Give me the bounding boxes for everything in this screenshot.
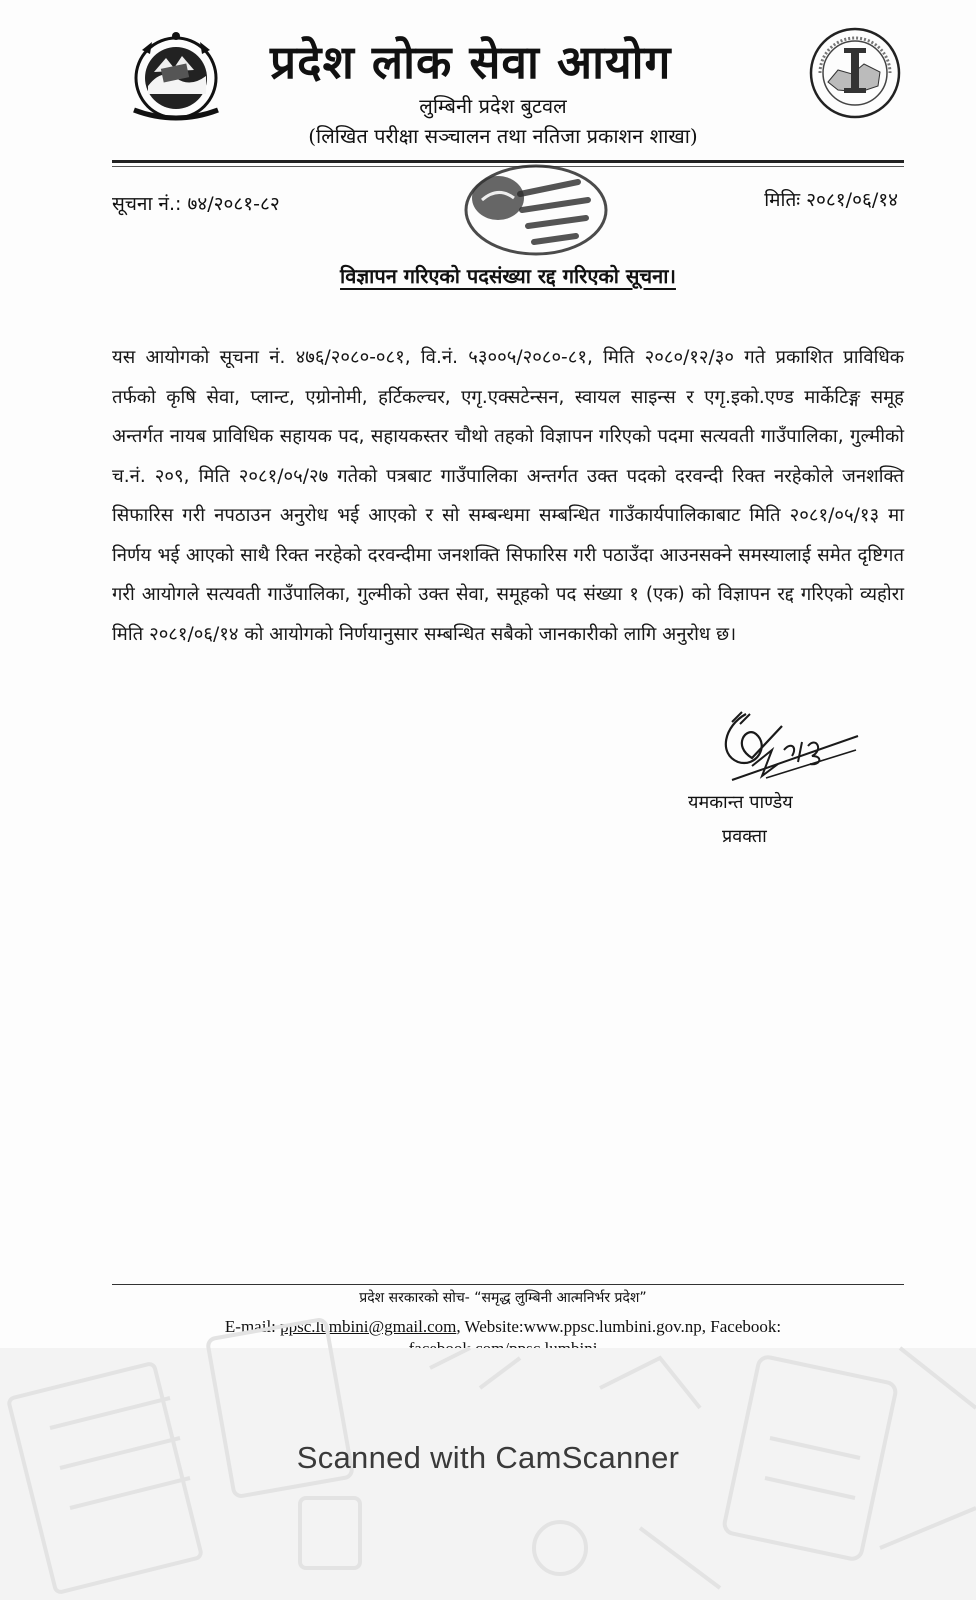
org-title: प्रदेश लोक सेवा आयोग: [270, 35, 672, 89]
commission-seal-icon: [808, 26, 902, 120]
email-label: E-mail:: [224, 1317, 281, 1336]
notice-date: मितिः २०८१/०६/१४: [764, 189, 898, 211]
footer-contact: [0, 1316, 976, 1346]
office-stamp-icon: [458, 160, 618, 260]
org-subtitle: लुम्बिनी प्रदेश बुटवल: [419, 94, 567, 118]
footer-motto: प्रदेश सरकारको सोच- “समृद्ध लुम्बिनी आत्मनिर्भर प्रदेश”: [359, 1290, 647, 1306]
signature-icon: [712, 706, 862, 792]
signatory-title: प्रवक्ता: [722, 826, 767, 847]
notice-subject: [0, 262, 976, 289]
camscanner-watermark-band: [0, 1348, 976, 1600]
email-link[interactable]: ppsc.lumbini@gmail.com: [280, 1317, 457, 1336]
footer-rule: [112, 1284, 904, 1285]
org-branch: (लिखित परीक्षा सञ्चालन तथा नतिजा प्रकाशन शाखा): [308, 124, 698, 148]
signatory-name: यमकान्त पाण्डेय: [688, 792, 793, 813]
notice-number: सूचना नं.: ७४/२०८१-८२: [112, 193, 280, 215]
notice-body: यस आयोगको सूचना नं. ४७६/२०८०-०८१, वि.नं. ५३००५/२०८०-८१, मिति २०८०/१२/३० गते प्रकाशित प्राविधिक तर्फको कृषि सेवा, प्लान्ट, एग्रोनोमी, हर्टिकल्चर, एगृ.एक्सटेन्सन, स्वायल साइन्स र एगृ.इको.एण्ड मार्केटिङ्ग समूह अन्तर्गत नायब प्राविधिक सहायक पद, सहायकस्तर चौथो तहको विज्ञापन गरिएको पदमा सत्यवती गाउँपालिका, गुल्मीको च.नं. २०९, मिति २०८१/०५/२७ गतेको पत्रबाट गाउँपालिका अन्तर्गत उक्त पदको दरवन्दी रिक्त नरहेकोले जनशक्ति सिफारिस गरी नपठाउन अनुरोध भई आएको र सो सम्बन्धमा सम्बन्धित गाउँकार्यपालिकाबाट मिति २०८१/०५/१३ मा निर्णय भई आएको साथै रिक्त नरहेको दरवन्दीमा जनशक्ति सिफारिस गरी पठाउँदा आउनसक्ने समस्यालाई समेत दृष्टिगत गरी आयोगले सत्यवती गाउँपालिका, गुल्मीको उक्त सेवा, समूहको पद संख्या १ (एक) को विज्ञापन रद्द गरिएको व्यहोरा मिति २०८१/०६/१४ को आयोगको निर्णयानुसार सम्बन्धित सबैको जानकारीको लागि अनुरोध छ।: [112, 347, 904, 645]
website-text: , Website:www.ppsc.lumbini.gov.np, Facebook:: [456, 1317, 782, 1336]
subject-text: विज्ञापन गरिएको पदसंख्या रद्द गरिएको सूचना।: [340, 264, 676, 288]
camscanner-watermark-text: Scanned with CamScanner: [296, 1440, 680, 1475]
